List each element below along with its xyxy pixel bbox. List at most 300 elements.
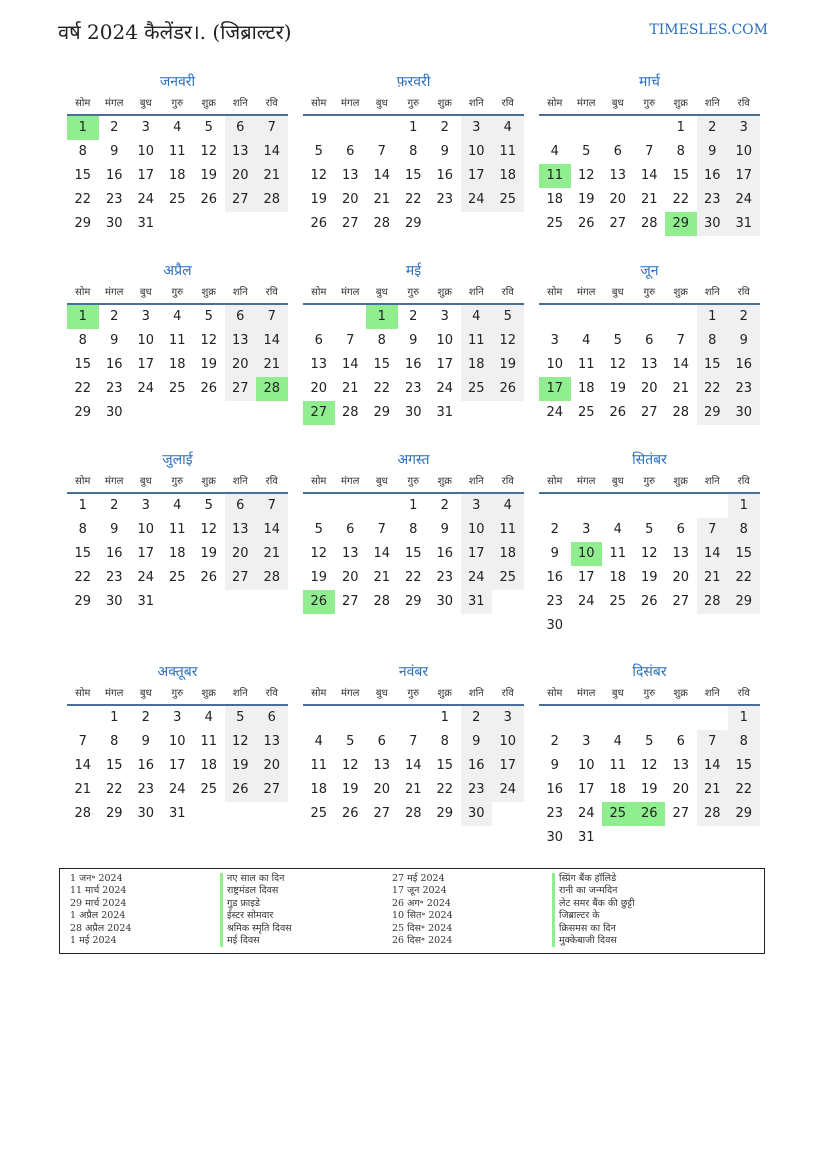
day-cell[interactable]: 17: [539, 377, 571, 401]
day-cell[interactable]: 6: [346, 144, 355, 159]
day-cell[interactable]: 7: [676, 333, 685, 348]
day-cell[interactable]: 14: [672, 357, 690, 372]
day-cell[interactable]: 18: [546, 192, 564, 207]
day-cell[interactable]: 24: [436, 381, 454, 396]
day-cell[interactable]: 12: [200, 522, 218, 537]
day-cell[interactable]: 20: [341, 192, 359, 207]
day-cell[interactable]: 2: [550, 522, 559, 537]
day-cell[interactable]: 15: [728, 542, 760, 566]
day-cell[interactable]: 25: [168, 570, 186, 585]
day-cell[interactable]: 11: [461, 329, 493, 353]
day-cell[interactable]: 3: [461, 494, 493, 518]
day-cell[interactable]: 29: [728, 802, 760, 826]
day-cell[interactable]: 4: [173, 498, 182, 513]
day-cell[interactable]: 28: [74, 806, 92, 821]
day-cell[interactable]: 23: [404, 381, 422, 396]
day-cell[interactable]: 4: [461, 305, 493, 329]
day-cell[interactable]: 15: [74, 546, 92, 561]
day-cell[interactable]: 14: [256, 140, 288, 164]
day-cell[interactable]: 25: [461, 377, 493, 401]
day-cell[interactable]: 10: [461, 518, 493, 542]
day-cell[interactable]: 25: [492, 566, 524, 590]
day-cell[interactable]: 17: [577, 782, 595, 797]
day-cell[interactable]: 6: [225, 305, 257, 329]
day-cell[interactable]: 8: [409, 144, 418, 159]
day-cell[interactable]: 15: [697, 353, 729, 377]
day-cell[interactable]: 9: [697, 140, 729, 164]
day-cell[interactable]: 27: [225, 566, 257, 590]
day-cell[interactable]: 13: [609, 168, 627, 183]
day-cell[interactable]: 1: [676, 120, 685, 135]
day-cell[interactable]: 20: [225, 353, 257, 377]
day-cell[interactable]: 18: [492, 164, 524, 188]
day-cell[interactable]: 30: [105, 594, 123, 609]
day-cell[interactable]: 5: [645, 522, 654, 537]
day-cell[interactable]: 27: [609, 216, 627, 231]
day-cell[interactable]: 2: [697, 116, 729, 140]
day-cell[interactable]: 30: [404, 405, 422, 420]
day-cell[interactable]: 31: [436, 405, 454, 420]
day-cell[interactable]: 12: [200, 144, 218, 159]
day-cell[interactable]: 4: [314, 734, 323, 749]
day-cell[interactable]: 26: [200, 381, 218, 396]
day-cell[interactable]: 3: [173, 710, 182, 725]
day-cell[interactable]: 14: [697, 542, 729, 566]
day-cell[interactable]: 28: [672, 405, 690, 420]
day-cell[interactable]: 19: [341, 782, 359, 797]
day-cell[interactable]: 30: [105, 216, 123, 231]
day-cell[interactable]: 6: [314, 333, 323, 348]
day-cell[interactable]: 9: [409, 333, 418, 348]
day-cell[interactable]: 25: [546, 216, 564, 231]
day-cell[interactable]: 24: [137, 381, 155, 396]
day-cell[interactable]: 30: [461, 802, 493, 826]
day-cell[interactable]: 10: [492, 730, 524, 754]
day-cell[interactable]: 9: [550, 758, 559, 773]
day-cell[interactable]: 28: [373, 594, 391, 609]
day-cell[interactable]: 18: [200, 758, 218, 773]
day-cell[interactable]: 16: [697, 164, 729, 188]
day-cell[interactable]: 11: [539, 164, 571, 188]
day-cell[interactable]: 13: [310, 357, 328, 372]
day-cell[interactable]: 18: [609, 570, 627, 585]
day-cell[interactable]: 11: [168, 333, 186, 348]
day-cell[interactable]: 19: [310, 192, 328, 207]
day-cell[interactable]: 10: [461, 140, 493, 164]
day-cell[interactable]: 31: [168, 806, 186, 821]
day-cell[interactable]: 14: [373, 168, 391, 183]
day-cell[interactable]: 10: [137, 522, 155, 537]
day-cell[interactable]: 20: [256, 754, 288, 778]
day-cell[interactable]: 27: [672, 806, 690, 821]
day-cell[interactable]: 10: [546, 357, 564, 372]
day-cell[interactable]: 11: [492, 518, 524, 542]
day-cell[interactable]: 28: [256, 377, 288, 401]
day-cell[interactable]: 21: [697, 778, 729, 802]
day-cell[interactable]: 16: [436, 546, 454, 561]
day-cell[interactable]: 3: [141, 120, 150, 135]
day-cell[interactable]: 7: [346, 333, 355, 348]
day-cell[interactable]: 16: [436, 168, 454, 183]
day-cell[interactable]: 10: [137, 144, 155, 159]
day-cell[interactable]: 22: [74, 570, 92, 585]
day-cell[interactable]: 27: [225, 188, 257, 212]
day-cell[interactable]: 2: [409, 309, 418, 324]
day-cell[interactable]: 13: [225, 329, 257, 353]
day-cell[interactable]: 8: [728, 518, 760, 542]
day-cell[interactable]: 28: [640, 216, 658, 231]
day-cell[interactable]: 14: [341, 357, 359, 372]
day-cell[interactable]: 7: [377, 522, 386, 537]
day-cell[interactable]: 24: [168, 782, 186, 797]
day-cell[interactable]: 8: [78, 522, 87, 537]
day-cell[interactable]: 11: [168, 144, 186, 159]
day-cell[interactable]: 22: [74, 381, 92, 396]
day-cell[interactable]: 9: [550, 546, 559, 561]
day-cell[interactable]: 19: [200, 357, 218, 372]
day-cell[interactable]: 28: [256, 188, 288, 212]
day-cell[interactable]: 9: [461, 730, 493, 754]
day-cell[interactable]: 18: [609, 782, 627, 797]
day-cell[interactable]: 20: [672, 782, 690, 797]
day-cell[interactable]: 24: [546, 405, 564, 420]
day-cell[interactable]: 12: [310, 546, 328, 561]
day-cell[interactable]: 2: [728, 305, 760, 329]
day-cell[interactable]: 26: [341, 806, 359, 821]
day-cell[interactable]: 31: [461, 590, 493, 614]
day-cell[interactable]: 1: [67, 116, 99, 140]
day-cell[interactable]: 16: [105, 546, 123, 561]
day-cell[interactable]: 19: [225, 754, 257, 778]
day-cell[interactable]: 28: [697, 802, 729, 826]
day-cell[interactable]: 6: [676, 522, 685, 537]
day-cell[interactable]: 23: [546, 594, 564, 609]
day-cell[interactable]: 22: [404, 570, 422, 585]
day-cell[interactable]: 21: [373, 570, 391, 585]
day-cell[interactable]: 21: [256, 164, 288, 188]
day-cell[interactable]: 6: [225, 116, 257, 140]
day-cell[interactable]: 16: [137, 758, 155, 773]
day-cell[interactable]: 25: [609, 594, 627, 609]
day-cell[interactable]: 14: [373, 546, 391, 561]
day-cell[interactable]: 14: [256, 329, 288, 353]
day-cell[interactable]: 21: [404, 782, 422, 797]
day-cell[interactable]: 12: [492, 329, 524, 353]
day-cell[interactable]: 2: [440, 120, 449, 135]
day-cell[interactable]: 6: [676, 734, 685, 749]
day-cell[interactable]: 27: [341, 594, 359, 609]
day-cell[interactable]: 15: [404, 546, 422, 561]
day-cell[interactable]: 16: [404, 357, 422, 372]
day-cell[interactable]: 23: [436, 570, 454, 585]
day-cell[interactable]: 4: [173, 120, 182, 135]
day-cell[interactable]: 26: [492, 377, 524, 401]
day-cell[interactable]: 26: [577, 216, 595, 231]
day-cell[interactable]: 6: [225, 494, 257, 518]
day-cell[interactable]: 25: [577, 405, 595, 420]
day-cell[interactable]: 19: [492, 353, 524, 377]
day-cell[interactable]: 29: [436, 806, 454, 821]
day-cell[interactable]: 11: [577, 357, 595, 372]
day-cell[interactable]: 29: [373, 405, 391, 420]
day-cell[interactable]: 3: [141, 309, 150, 324]
day-cell[interactable]: 4: [492, 494, 524, 518]
day-cell[interactable]: 3: [141, 498, 150, 513]
day-cell[interactable]: 21: [640, 192, 658, 207]
day-cell[interactable]: 20: [609, 192, 627, 207]
day-cell[interactable]: 16: [105, 357, 123, 372]
day-cell[interactable]: 15: [74, 357, 92, 372]
day-cell[interactable]: 11: [492, 140, 524, 164]
day-cell[interactable]: 26: [200, 570, 218, 585]
day-cell[interactable]: 1: [67, 305, 99, 329]
day-cell[interactable]: 20: [672, 570, 690, 585]
day-cell[interactable]: 22: [728, 778, 760, 802]
day-cell[interactable]: 30: [546, 618, 564, 633]
day-cell[interactable]: 4: [492, 116, 524, 140]
day-cell[interactable]: 5: [492, 305, 524, 329]
day-cell[interactable]: 9: [110, 522, 119, 537]
day-cell[interactable]: 3: [440, 309, 449, 324]
day-cell[interactable]: 14: [256, 518, 288, 542]
day-cell[interactable]: 19: [609, 381, 627, 396]
day-cell[interactable]: 17: [137, 357, 155, 372]
day-cell[interactable]: 24: [577, 806, 595, 821]
day-cell[interactable]: 18: [310, 782, 328, 797]
day-cell[interactable]: 19: [200, 168, 218, 183]
day-cell[interactable]: 3: [728, 116, 760, 140]
site-link[interactable]: TIMESLES.COM: [649, 22, 768, 38]
day-cell[interactable]: 13: [672, 758, 690, 773]
day-cell[interactable]: 23: [436, 192, 454, 207]
day-cell[interactable]: 17: [492, 754, 524, 778]
day-cell[interactable]: 21: [373, 192, 391, 207]
day-cell[interactable]: 31: [728, 212, 760, 236]
day-cell[interactable]: 8: [440, 734, 449, 749]
day-cell[interactable]: 6: [377, 734, 386, 749]
day-cell[interactable]: 26: [310, 216, 328, 231]
day-cell[interactable]: 24: [492, 778, 524, 802]
day-cell[interactable]: 6: [613, 144, 622, 159]
day-cell[interactable]: 17: [436, 357, 454, 372]
day-cell[interactable]: 27: [256, 778, 288, 802]
day-cell[interactable]: 28: [404, 806, 422, 821]
day-cell[interactable]: 7: [256, 305, 288, 329]
day-cell[interactable]: 11: [168, 522, 186, 537]
day-cell[interactable]: 21: [256, 542, 288, 566]
day-cell[interactable]: 21: [74, 782, 92, 797]
day-cell[interactable]: 24: [137, 192, 155, 207]
day-cell[interactable]: 1: [440, 710, 449, 725]
day-cell[interactable]: 5: [225, 706, 257, 730]
day-cell[interactable]: 16: [105, 168, 123, 183]
day-cell[interactable]: 12: [225, 730, 257, 754]
day-cell[interactable]: 17: [728, 164, 760, 188]
day-cell[interactable]: 11: [310, 758, 328, 773]
day-cell[interactable]: 25: [492, 188, 524, 212]
day-cell[interactable]: 9: [110, 333, 119, 348]
day-cell[interactable]: 8: [110, 734, 119, 749]
day-cell[interactable]: 10: [571, 542, 603, 566]
day-cell[interactable]: 22: [728, 566, 760, 590]
day-cell[interactable]: 7: [697, 518, 729, 542]
day-cell[interactable]: 7: [78, 734, 87, 749]
day-cell[interactable]: 22: [697, 377, 729, 401]
day-cell[interactable]: 2: [110, 120, 119, 135]
day-cell[interactable]: 30: [728, 401, 760, 425]
day-cell[interactable]: 4: [582, 333, 591, 348]
day-cell[interactable]: 17: [137, 168, 155, 183]
day-cell[interactable]: 26: [200, 192, 218, 207]
day-cell[interactable]: 26: [634, 802, 666, 826]
day-cell[interactable]: 10: [577, 758, 595, 773]
day-cell[interactable]: 13: [640, 357, 658, 372]
day-cell[interactable]: 28: [341, 405, 359, 420]
day-cell[interactable]: 27: [303, 401, 335, 425]
day-cell[interactable]: 26: [303, 590, 335, 614]
day-cell[interactable]: 22: [404, 192, 422, 207]
day-cell[interactable]: 20: [640, 381, 658, 396]
day-cell[interactable]: 29: [404, 216, 422, 231]
day-cell[interactable]: 29: [665, 212, 697, 236]
day-cell[interactable]: 9: [110, 144, 119, 159]
day-cell[interactable]: 20: [310, 381, 328, 396]
day-cell[interactable]: 28: [373, 216, 391, 231]
day-cell[interactable]: 11: [200, 734, 218, 749]
day-cell[interactable]: 21: [672, 381, 690, 396]
day-cell[interactable]: 21: [256, 353, 288, 377]
day-cell[interactable]: 29: [105, 806, 123, 821]
day-cell[interactable]: 5: [613, 333, 622, 348]
day-cell[interactable]: 10: [728, 140, 760, 164]
day-cell[interactable]: 24: [461, 566, 493, 590]
day-cell[interactable]: 13: [341, 546, 359, 561]
day-cell[interactable]: 2: [141, 710, 150, 725]
day-cell[interactable]: 3: [492, 706, 524, 730]
day-cell[interactable]: 5: [645, 734, 654, 749]
day-cell[interactable]: 15: [373, 357, 391, 372]
day-cell[interactable]: 9: [141, 734, 150, 749]
day-cell[interactable]: 17: [577, 570, 595, 585]
day-cell[interactable]: 14: [74, 758, 92, 773]
day-cell[interactable]: 30: [697, 212, 729, 236]
day-cell[interactable]: 5: [346, 734, 355, 749]
day-cell[interactable]: 23: [137, 782, 155, 797]
day-cell[interactable]: 27: [225, 377, 257, 401]
day-cell[interactable]: 6: [346, 522, 355, 537]
day-cell[interactable]: 31: [137, 594, 155, 609]
day-cell[interactable]: 2: [440, 498, 449, 513]
day-cell[interactable]: 7: [409, 734, 418, 749]
day-cell[interactable]: 7: [256, 494, 288, 518]
day-cell[interactable]: 23: [728, 377, 760, 401]
day-cell[interactable]: 18: [168, 546, 186, 561]
day-cell[interactable]: 16: [461, 754, 493, 778]
day-cell[interactable]: 23: [546, 806, 564, 821]
day-cell[interactable]: 13: [225, 140, 257, 164]
day-cell[interactable]: 18: [492, 542, 524, 566]
day-cell[interactable]: 22: [436, 782, 454, 797]
day-cell[interactable]: 15: [728, 754, 760, 778]
day-cell[interactable]: 25: [200, 782, 218, 797]
day-cell[interactable]: 9: [728, 329, 760, 353]
day-cell[interactable]: 1: [728, 706, 760, 730]
day-cell[interactable]: 15: [404, 168, 422, 183]
day-cell[interactable]: 25: [168, 192, 186, 207]
day-cell[interactable]: 8: [78, 333, 87, 348]
day-cell[interactable]: 18: [168, 168, 186, 183]
day-cell[interactable]: 24: [728, 188, 760, 212]
day-cell[interactable]: 12: [577, 168, 595, 183]
day-cell[interactable]: 22: [74, 192, 92, 207]
day-cell[interactable]: 26: [225, 778, 257, 802]
day-cell[interactable]: 5: [314, 522, 323, 537]
day-cell[interactable]: 16: [546, 570, 564, 585]
day-cell[interactable]: 25: [168, 381, 186, 396]
day-cell[interactable]: 31: [577, 830, 595, 845]
day-cell[interactable]: 7: [697, 730, 729, 754]
day-cell[interactable]: 1: [409, 498, 418, 513]
day-cell[interactable]: 11: [609, 758, 627, 773]
day-cell[interactable]: 14: [404, 758, 422, 773]
day-cell[interactable]: 12: [609, 357, 627, 372]
day-cell[interactable]: 2: [110, 498, 119, 513]
day-cell[interactable]: 30: [137, 806, 155, 821]
day-cell[interactable]: 19: [640, 570, 658, 585]
day-cell[interactable]: 15: [436, 758, 454, 773]
day-cell[interactable]: 13: [225, 518, 257, 542]
day-cell[interactable]: 29: [74, 216, 92, 231]
day-cell[interactable]: 27: [672, 594, 690, 609]
day-cell[interactable]: 1: [110, 710, 119, 725]
day-cell[interactable]: 15: [672, 168, 690, 183]
day-cell[interactable]: 12: [200, 333, 218, 348]
day-cell[interactable]: 18: [461, 353, 493, 377]
day-cell[interactable]: 18: [168, 357, 186, 372]
day-cell[interactable]: 20: [373, 782, 391, 797]
day-cell[interactable]: 8: [728, 730, 760, 754]
day-cell[interactable]: 12: [341, 758, 359, 773]
day-cell[interactable]: 3: [582, 734, 591, 749]
day-cell[interactable]: 9: [440, 144, 449, 159]
day-cell[interactable]: 4: [550, 144, 559, 159]
day-cell[interactable]: 4: [204, 710, 213, 725]
day-cell[interactable]: 8: [78, 144, 87, 159]
day-cell[interactable]: 5: [204, 120, 213, 135]
day-cell[interactable]: 1: [366, 305, 398, 329]
day-cell[interactable]: 26: [640, 594, 658, 609]
day-cell[interactable]: 20: [341, 570, 359, 585]
day-cell[interactable]: 7: [645, 144, 654, 159]
day-cell[interactable]: 8: [697, 329, 729, 353]
day-cell[interactable]: 23: [105, 381, 123, 396]
day-cell[interactable]: 26: [609, 405, 627, 420]
day-cell[interactable]: 3: [461, 116, 493, 140]
day-cell[interactable]: 22: [373, 381, 391, 396]
day-cell[interactable]: 1: [78, 498, 87, 513]
day-cell[interactable]: 29: [728, 590, 760, 614]
day-cell[interactable]: 23: [105, 570, 123, 585]
day-cell[interactable]: 7: [256, 116, 288, 140]
day-cell[interactable]: 31: [137, 216, 155, 231]
day-cell[interactable]: 24: [461, 188, 493, 212]
day-cell[interactable]: 21: [697, 566, 729, 590]
day-cell[interactable]: 3: [582, 522, 591, 537]
day-cell[interactable]: 30: [105, 405, 123, 420]
day-cell[interactable]: 4: [173, 309, 182, 324]
day-cell[interactable]: 12: [640, 758, 658, 773]
day-cell[interactable]: 10: [137, 333, 155, 348]
